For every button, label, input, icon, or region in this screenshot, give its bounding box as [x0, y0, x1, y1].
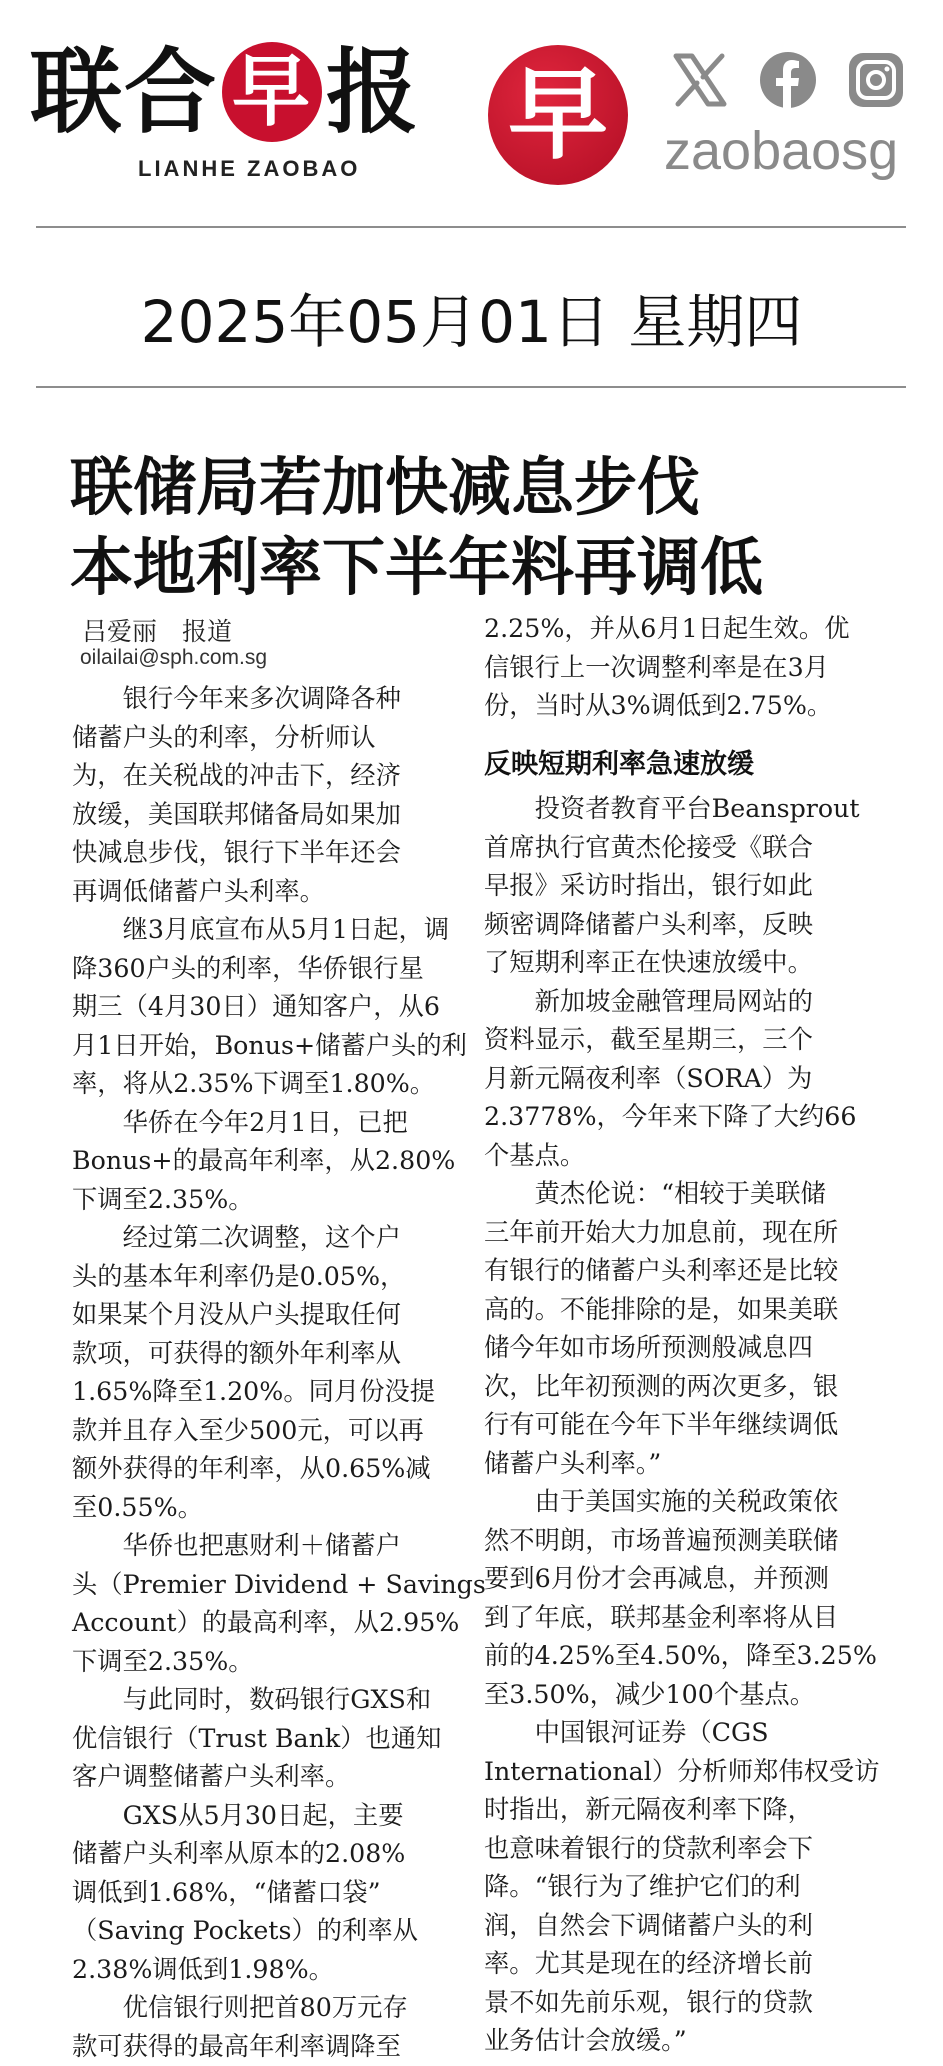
author-email[interactable]: oilailai@sph.com.sg [80, 646, 267, 670]
headline-line: 联储局若加快减息步伐 [70, 448, 763, 528]
text-line: 2.3778%，今年来下降了大约66 [484, 1098, 864, 1137]
text-line: 经过第二次调整，这个户 [72, 1219, 452, 1258]
text-line: 率。尤其是现在的经济增长前 [484, 1945, 864, 1984]
text-line: 早报》采访时指出，银行如此 [484, 867, 864, 906]
text-line: 客户调整储蓄户头利率。 [72, 1758, 452, 1797]
logo-text-left: 联合 [30, 39, 218, 146]
text-line: 率，将从2.35%下调至1.80%。 [72, 1065, 452, 1104]
text-line: 新加坡金融管理局网站的 [484, 983, 864, 1022]
text-line: 月1日开始，Bonus+储蓄户头的利 [72, 1027, 452, 1066]
text-line: Bonus+的最高年利率，从2.80% [72, 1142, 452, 1181]
article-column-right [484, 610, 864, 2061]
social-handle[interactable]: zaobaosg [664, 120, 898, 182]
text-line: 下调至2.35%。 [72, 1643, 452, 1682]
text-line: 款可获得的最高年利率调降至 [72, 2028, 452, 2066]
text-line: 降360户头的利率，华侨银行星 [72, 950, 452, 989]
text-line: 由于美国实施的关税政策依 [484, 1483, 864, 1522]
text-line: 润，自然会下调储蓄户头的利 [484, 1907, 864, 1946]
text-line: 三年前开始大力加息前，现在所 [484, 1214, 864, 1253]
text-line: 也意味着银行的贷款利率会下 [484, 1830, 864, 1869]
text-line: 月新元隔夜利率（SORA）为 [484, 1060, 864, 1099]
text-line: 投资者教育平台Beansprout [484, 790, 864, 829]
article-column-left [72, 680, 452, 2066]
text-line: 时指出，新元隔夜利率下降， [484, 1791, 864, 1830]
text-line: 要到6月份才会再减息，并预测 [484, 1560, 864, 1599]
logo-highlight-char: 早 [222, 42, 322, 142]
text-line: 景不如先前乐观，银行的贷款 [484, 1984, 864, 2023]
text-line: 优信银行则把首80万元存 [72, 1989, 452, 2028]
text-line: Account）的最高利率，从2.95% [72, 1604, 452, 1643]
text-line: 2.25%，并从6月1日起生效。优 [484, 610, 864, 649]
text-line: 头的基本年利率仍是0.05%， [72, 1258, 452, 1297]
text-line: 为，在关税战的冲击下，经济 [72, 757, 452, 796]
logo-text-right: 报 [326, 39, 420, 146]
zao-badge-icon: 早 [488, 45, 628, 185]
text-line: 期三（4月30日）通知客户，从6 [72, 988, 452, 1027]
text-line: 与此同时，数码银行GXS和 [72, 1681, 452, 1720]
newspaper-logo[interactable] [30, 38, 420, 148]
instagram-icon[interactable] [846, 50, 906, 110]
text-line: 资料显示，截至星期三，三个 [484, 1021, 864, 1060]
text-line: 1.65%降至1.20%。同月份没提 [72, 1373, 452, 1412]
text-line: 业务估计会放缓。” [484, 2022, 864, 2061]
text-line: 黄杰伦说：“相较于美联储 [484, 1175, 864, 1214]
text-line: 然不明朗，市场普遍预测美联储 [484, 1522, 864, 1561]
social-links [668, 50, 908, 120]
headline-line: 本地利率下半年料再调低 [70, 528, 763, 608]
text-line: 头（Premier Dividend + Savings [72, 1566, 452, 1605]
text-line: 高的。不能排除的是，如果美联 [484, 1291, 864, 1330]
text-line: 放缓，美国联邦储备局如果加 [72, 796, 452, 835]
text-line: 行有可能在今年下半年继续调低 [484, 1406, 864, 1445]
date-divider [36, 386, 906, 388]
text-line: International）分析师郑伟权受访 [484, 1753, 864, 1792]
text-line: 有银行的储蓄户头利率还是比较 [484, 1252, 864, 1291]
text-line: 中国银河证券（CGS [484, 1714, 864, 1753]
text-line: GXS从5月30日起，主要 [72, 1797, 452, 1836]
text-line: 至3.50%，减少100个基点。 [484, 1676, 864, 1715]
text-line: 华侨在今年2月1日，已把 [72, 1104, 452, 1143]
text-line: 款项，可获得的额外年利率从 [72, 1335, 452, 1374]
text-line: 前的4.25%至4.50%，降至3.25% [484, 1637, 864, 1676]
text-line: 储今年如市场所预测般减息四 [484, 1329, 864, 1368]
text-line: 份，当时从3%调低到2.75%。 [484, 687, 864, 726]
top-divider [36, 226, 906, 228]
text-line: 优信银行（Trust Bank）也通知 [72, 1720, 452, 1759]
masthead [0, 0, 943, 225]
text-line: 如果某个月没从户头提取任何 [72, 1296, 452, 1335]
text-line: 到了年底，联邦基金利率将从目 [484, 1599, 864, 1638]
text-line: 2.38%调低到1.98%。 [72, 1951, 452, 1990]
text-line: 继3月底宣布从5月1日起，调 [72, 911, 452, 950]
text-line: 储蓄户头利率。” [484, 1445, 864, 1484]
logo-english-name: LIANHE ZAOBAO [138, 156, 360, 182]
facebook-icon[interactable] [758, 50, 818, 110]
text-line: 个基点。 [484, 1137, 864, 1176]
text-line: 华侨也把惠财利＋储蓄户 [72, 1527, 452, 1566]
text-line: 信银行上一次调整利率是在3月 [484, 649, 864, 688]
text-line: 频密调降储蓄户头利率，反映 [484, 906, 864, 945]
text-line: 次，比年初预测的两次更多，银 [484, 1368, 864, 1407]
text-line: 下调至2.35%。 [72, 1181, 452, 1220]
text-line: 至0.55%。 [72, 1489, 452, 1528]
section-subheading: 反映短期利率急速放缓 [484, 746, 864, 785]
text-line: 银行今年来多次调降各种 [72, 680, 452, 719]
text-line: 降。“银行为了维护它们的利 [484, 1868, 864, 1907]
x-icon[interactable] [670, 50, 730, 110]
text-line: 了短期利率正在快速放缓中。 [484, 944, 864, 983]
article-headline [70, 448, 763, 608]
publication-date: 2025年05月01日 星期四 [0, 275, 943, 359]
text-line: 储蓄户头的利率，分析师认 [72, 719, 452, 758]
text-line: 储蓄户头利率从原本的2.08% [72, 1835, 452, 1874]
text-line: （Saving Pockets）的利率从 [72, 1912, 452, 1951]
byline: 吕爱丽 报道 [82, 612, 232, 648]
text-line: 额外获得的年利率，从0.65%减 [72, 1450, 452, 1489]
text-line: 首席执行官黄杰伦接受《联合 [484, 829, 864, 868]
text-line: 再调低储蓄户头利率。 [72, 873, 452, 912]
text-line: 调低到1.68%，“储蓄口袋” [72, 1874, 452, 1913]
text-line: 快减息步伐，银行下半年还会 [72, 834, 452, 873]
text-line: 款并且存入至少500元，可以再 [72, 1412, 452, 1451]
